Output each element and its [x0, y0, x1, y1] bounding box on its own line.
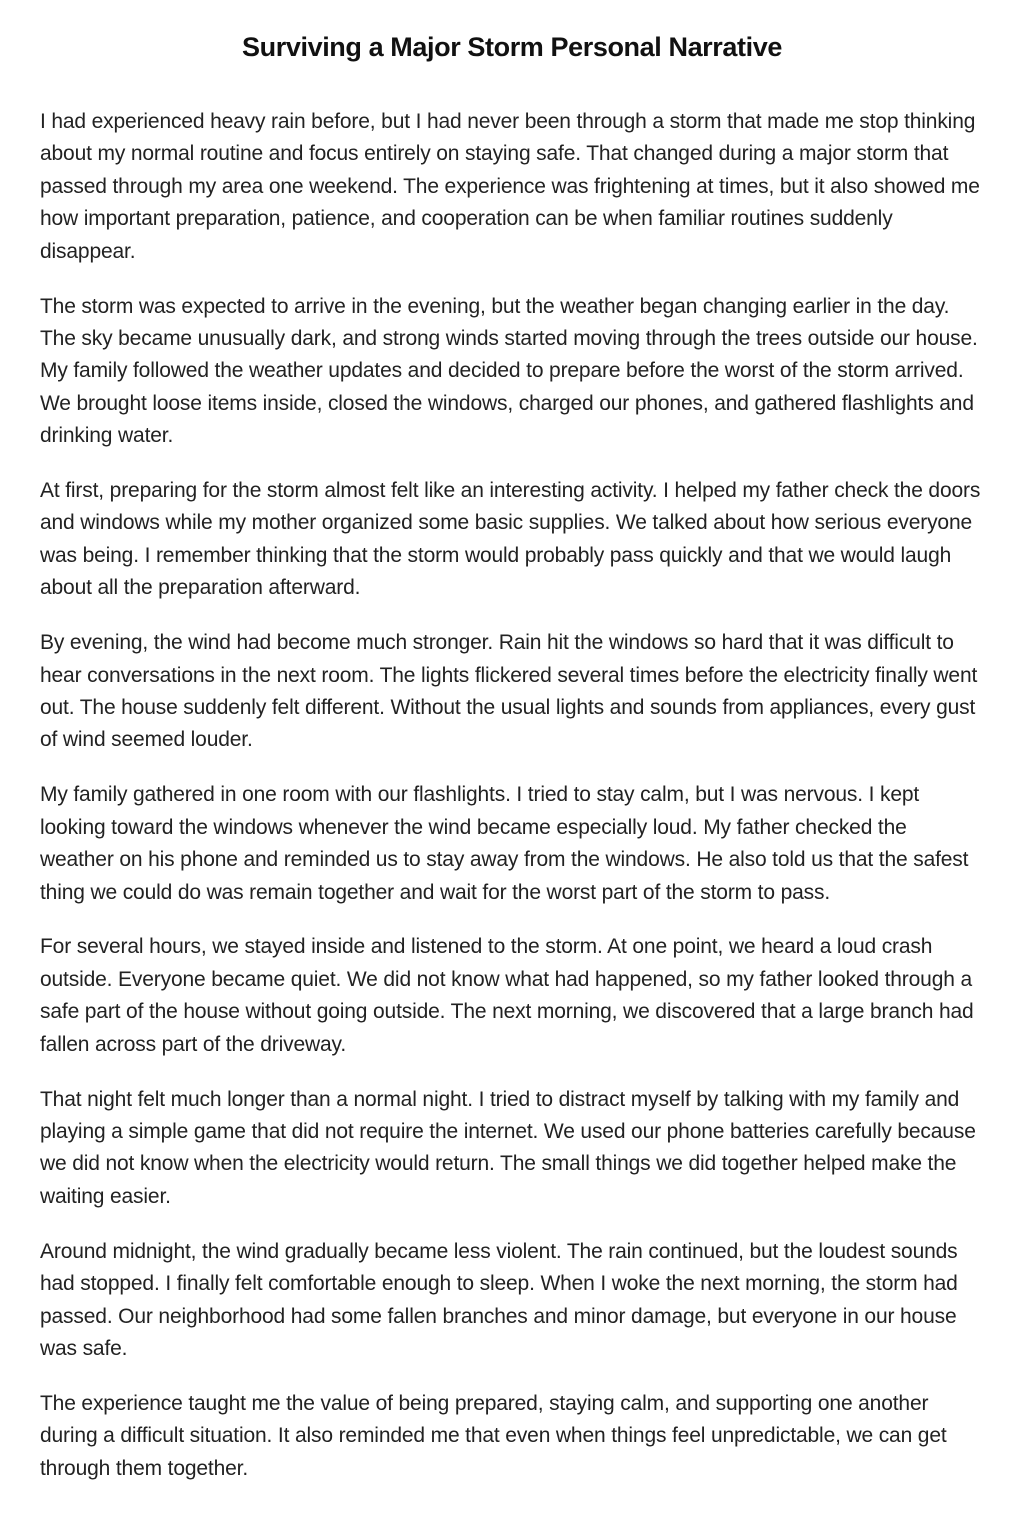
paragraph-5: My family gathered in one room with our flashlights. I tried to stay calm, but I was nervous. I kept looking toward the windows whenever the wind became especially loud. My father checked the weather on his phone and reminded us to stay away from the windows. He also told us that the safest thing we could do was remain together and wait for the worst part of the storm to pass.: [40, 783, 969, 904]
paragraph-4: By evening, the wind had become much stronger. Rain hit the windows so hard that it was difficult to hear conversations in the next room. The lights flickered several times before the electricity finally went out. The house suddenly felt different. Without the usual lights and sounds from appliances, every gust of wind seemed louder.: [40, 631, 978, 752]
document-title: Surviving a Major Storm Personal Narrative: [242, 32, 782, 62]
paragraph-6: For several hours, we stayed inside and listened to the storm. At one point, we heard a loud crash outside. Everyone became quiet. We did not know what had happened, so my father looked through a safe part of the house without going outside. The next morning, we discovered that a large branch had fallen across part of the driveway.: [40, 935, 974, 1056]
paragraph-9: The experience taught me the value of being prepared, staying calm, and supporting one another during a difficult situation. It also reminded me that even when things feel unpredictable, we can get through them together.: [40, 1391, 947, 1480]
paragraph-1: I had experienced heavy rain before, but I had never been through a storm that made me stop thinking about my normal routine and focus entirely on staying safe. That changed during a major storm that passed through my area one weekend. The experience was frightening at times, but it also showed me how important preparation, patience, and cooperation can be when familiar routines suddenly disappear.: [40, 110, 980, 263]
paragraph-8: Around midnight, the wind gradually became less violent. The rain continued, but the loudest sounds had stopped. I finally felt comfortable enough to sleep. When I woke the next morning, the storm had passed. Our neighborhood had some fallen branches and minor damage, but everyone in our house was safe.: [40, 1239, 958, 1360]
paragraph-2: The storm was expected to arrive in the evening, but the weather began changing earlier in the day. The sky became unusually dark, and strong winds started moving through the trees outside our house. My family followed the weather updates and decided to prepare before the worst of the storm arrived. We brought loose items inside, closed the windows, charged our phones, and gathered flashlights and drinking water.: [40, 294, 978, 448]
paragraph-7: That night felt much longer than a normal night. I tried to distract myself by talking with my family and playing a simple game that did not require the internet. We used our phone batteries carefully because we did not know when the electricity would return. The small things we did together helped make the waiting easier.: [40, 1087, 976, 1208]
document-body: [40, 106, 984, 1485]
paragraph-3: At first, preparing for the storm almost felt like an interesting activity. I helped my father check the doors and windows while my mother organized some basic supplies. We talked about how serious everyone was being. I remember thinking that the storm would probably pass quickly and that we would laugh about all the preparation afterward.: [40, 479, 981, 600]
